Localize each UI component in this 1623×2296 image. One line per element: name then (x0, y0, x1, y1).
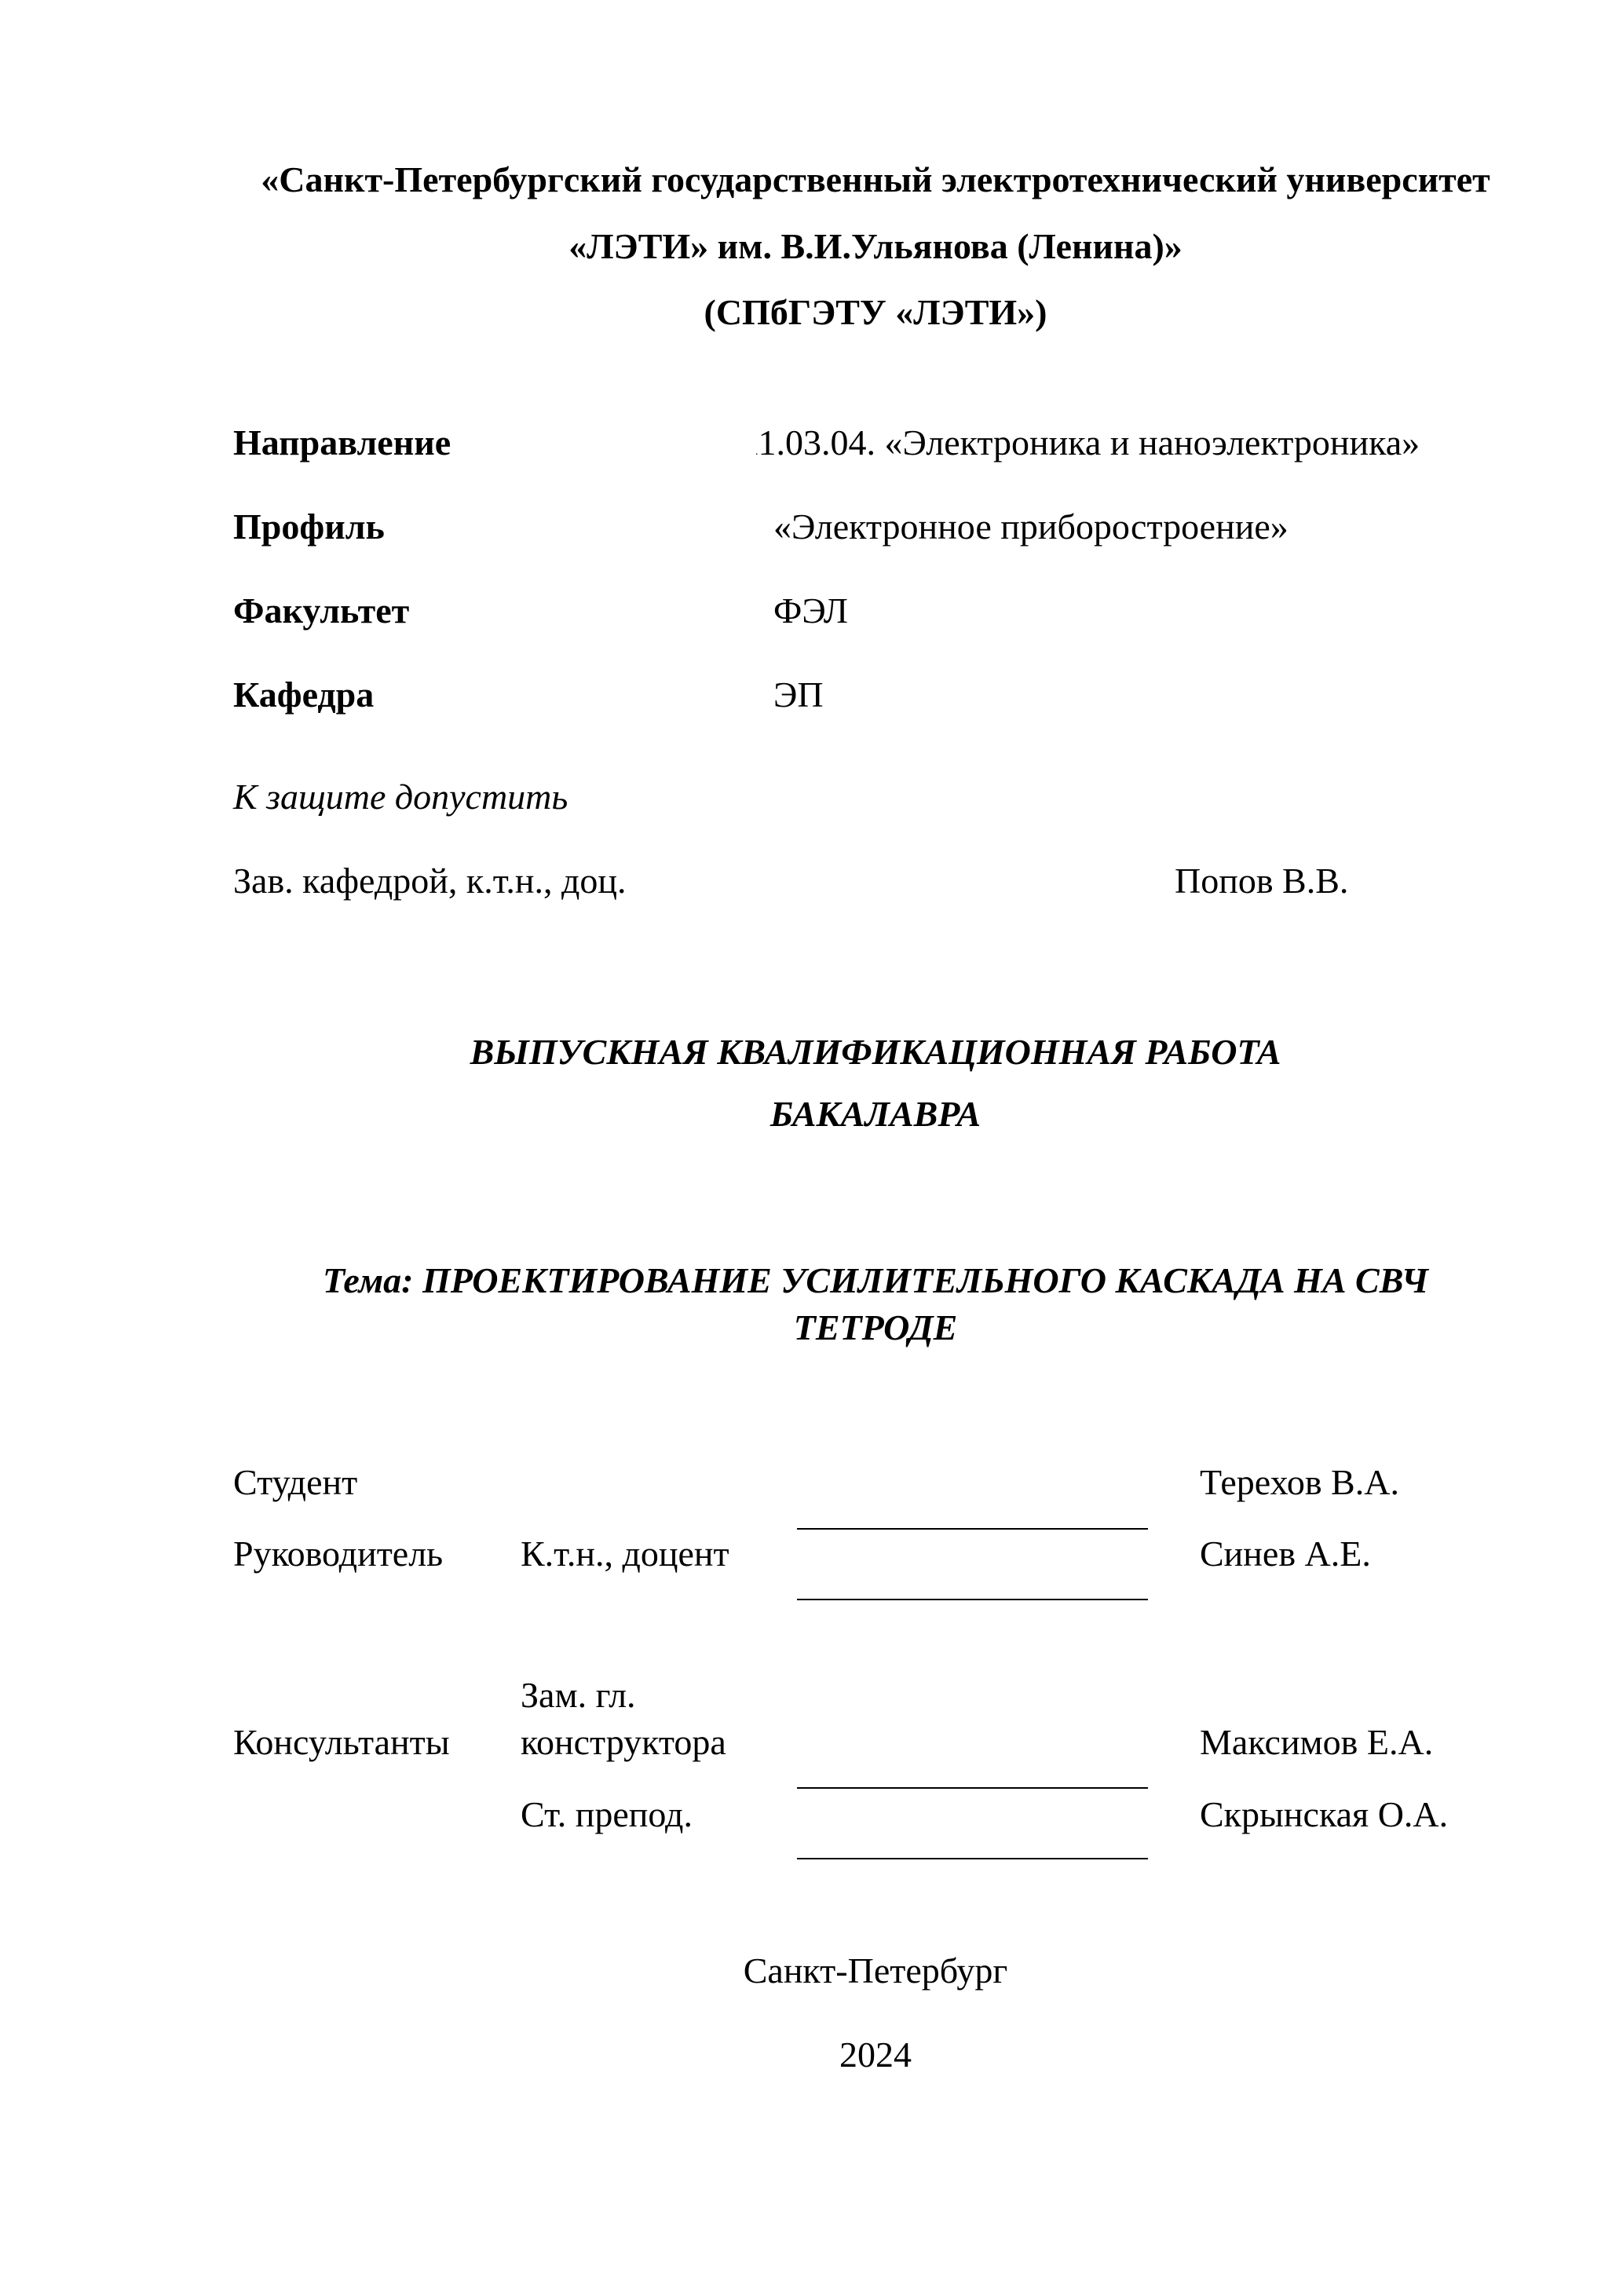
student-name: Терехов В.А. (1200, 1462, 1399, 1502)
department-label: Кафедра (233, 675, 375, 715)
work-type-line1: ВЫПУСКНАЯ КВАЛИФИКАЦИОННАЯ РАБОТА (470, 1032, 1281, 1072)
supervisor-role: Руководитель (233, 1534, 444, 1574)
consultant2-name: Скрынская О.А. (1200, 1794, 1449, 1834)
direction-value: .1.03.04. «Электроника и наноэлектроника» (755, 422, 1420, 462)
topic-line1: Тема: ПРОЕКТИРОВАНИЕ УСИЛИТЕЛЬНОГО КАСКАДА НА СВЧ (322, 1260, 1429, 1300)
direction-label: Направление (233, 422, 451, 462)
head-of-department-position: Зав. кафедрой, к.т.н., доц. (233, 861, 627, 901)
student-signature-line (797, 1528, 1148, 1530)
faculty-value: ФЭЛ (773, 590, 849, 631)
university-name-line1: «Санкт-Петербургский государственный электротехнический университет (261, 159, 1490, 199)
admission-note: К защите допустить (233, 777, 568, 817)
consultant1-name: Максимов Е.А. (1200, 1722, 1434, 1762)
topic-line2: ТЕТРОДЕ (793, 1307, 958, 1347)
student-role: Студент (233, 1462, 358, 1502)
university-name-line2: «ЛЭТИ» им. В.И.Ульянова (Ленина)» (568, 226, 1183, 266)
consultant1-signature-line (797, 1787, 1148, 1789)
consultants-role: Консультанты (233, 1722, 450, 1762)
consultant2-title: Ст. препод. (521, 1794, 693, 1834)
consultant1-title-line1: Зам. гл. (521, 1675, 636, 1715)
supervisor-signature-line (797, 1599, 1148, 1600)
department-value: ЭП (773, 675, 824, 715)
consultant1-title-line2: конструктора (521, 1722, 726, 1762)
work-type-line2: БАКАЛАВРА (769, 1094, 981, 1134)
faculty-label: Факультет (233, 590, 410, 631)
profile-label: Профиль (233, 506, 385, 547)
consultant2-signature-line (797, 1858, 1148, 1859)
city: Санкт-Петербург (743, 1951, 1008, 1991)
supervisor-name: Синев А.Е. (1200, 1534, 1371, 1574)
year: 2024 (839, 2035, 912, 2075)
supervisor-title: К.т.н., доцент (521, 1534, 729, 1574)
profile-value: «Электронное приборостроение» (773, 506, 1289, 547)
head-of-department-name: Попов В.В. (1175, 861, 1349, 901)
university-abbreviation: (СПбГЭТУ «ЛЭТИ») (704, 292, 1047, 332)
